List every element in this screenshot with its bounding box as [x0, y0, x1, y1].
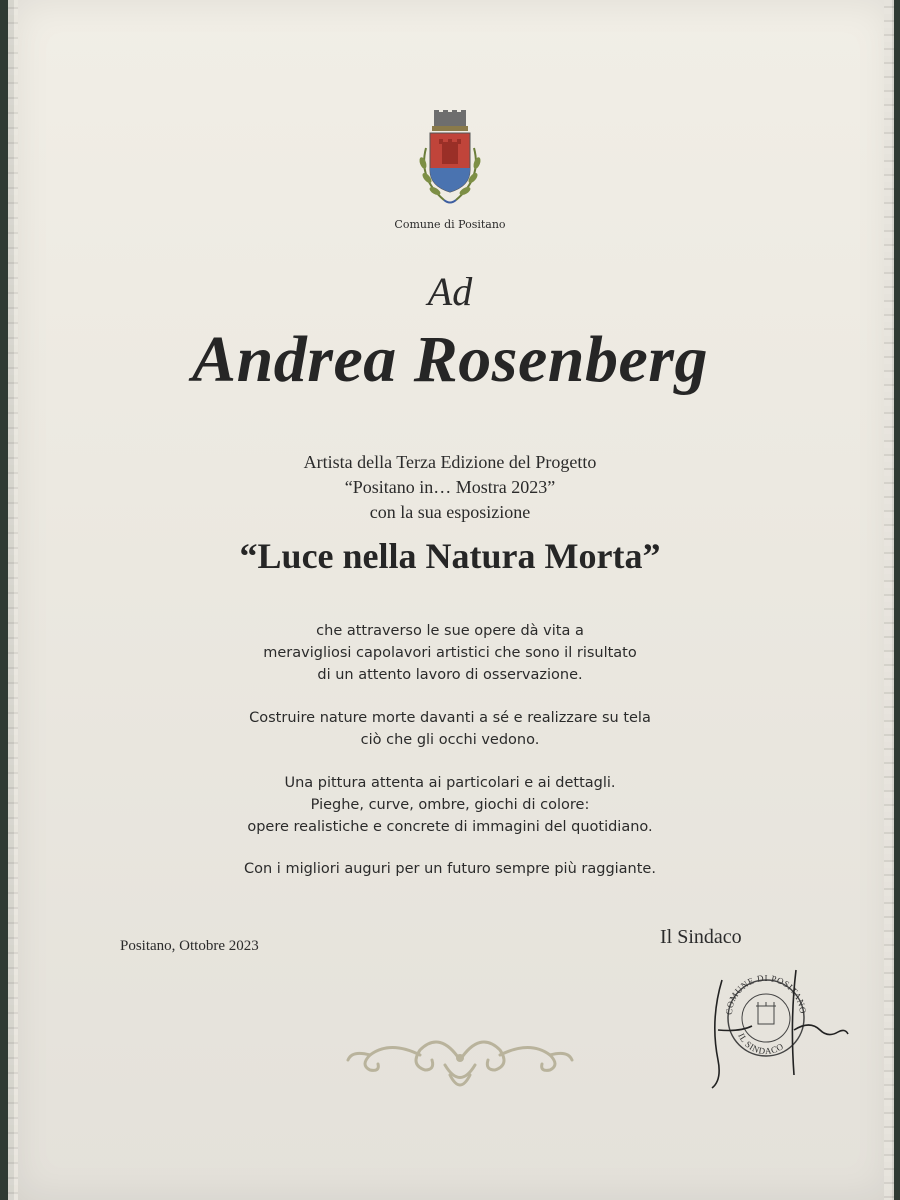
paragraph-line: Una pittura attenta ai particolari e ai dettagli.: [284, 775, 616, 791]
paragraph-line: opere realistiche e concrete di immagini del quotidiano.: [247, 819, 653, 835]
paragraph-line: Costruire nature morte davanti a sé e realizzare su tela: [249, 710, 651, 726]
intro-line: Artista della Terza Edizione del Progetto: [303, 452, 597, 472]
paper-deckle-edge-left: [8, 0, 18, 1200]
paragraph-1: [120, 620, 780, 686]
paragraph-line: meravigliosi capolavori artistici che sono il risultato: [263, 645, 637, 661]
paragraph-2: [120, 707, 780, 751]
coat-of-arms-icon: [408, 108, 492, 212]
paragraph-4: [120, 858, 780, 880]
recipient-prefix: Ad: [427, 269, 473, 314]
intro-block: [150, 450, 750, 525]
paragraph-3: [120, 772, 780, 838]
municipality-label: Comune di Positano: [394, 218, 506, 231]
paper-deckle-edge-right: [884, 0, 894, 1200]
paragraph-line: ciò che gli occhi vedono.: [360, 732, 540, 748]
place-and-date: Positano, Ottobre 2023: [120, 938, 259, 954]
flourish-ornament-icon: [340, 1020, 580, 1100]
intro-line: “Positano in… Mostra 2023”: [344, 477, 556, 497]
paragraph-line: Con i migliori auguri per un futuro sempre più raggiante.: [244, 861, 656, 877]
signatory-title: Il Sindaco: [660, 926, 742, 948]
official-stamp-and-signature: [700, 960, 850, 1090]
exhibition-title: “Luce nella Natura Morta”: [239, 536, 661, 576]
paragraph-line: che attraverso le sue opere dà vita a: [316, 623, 584, 639]
paragraph-line: di un attento lavoro di osservazione.: [317, 667, 583, 683]
stamp-text-top: COMUNE DI POSITANO: [723, 972, 809, 1016]
intro-line: con la sua esposizione: [369, 502, 531, 522]
paragraph-line: Pieghe, curve, ombre, giochi di colore:: [310, 797, 590, 813]
stamp-text-bottom: IL SINDACO: [736, 1031, 786, 1057]
recipient-name: Andrea Rosenberg: [192, 323, 708, 396]
